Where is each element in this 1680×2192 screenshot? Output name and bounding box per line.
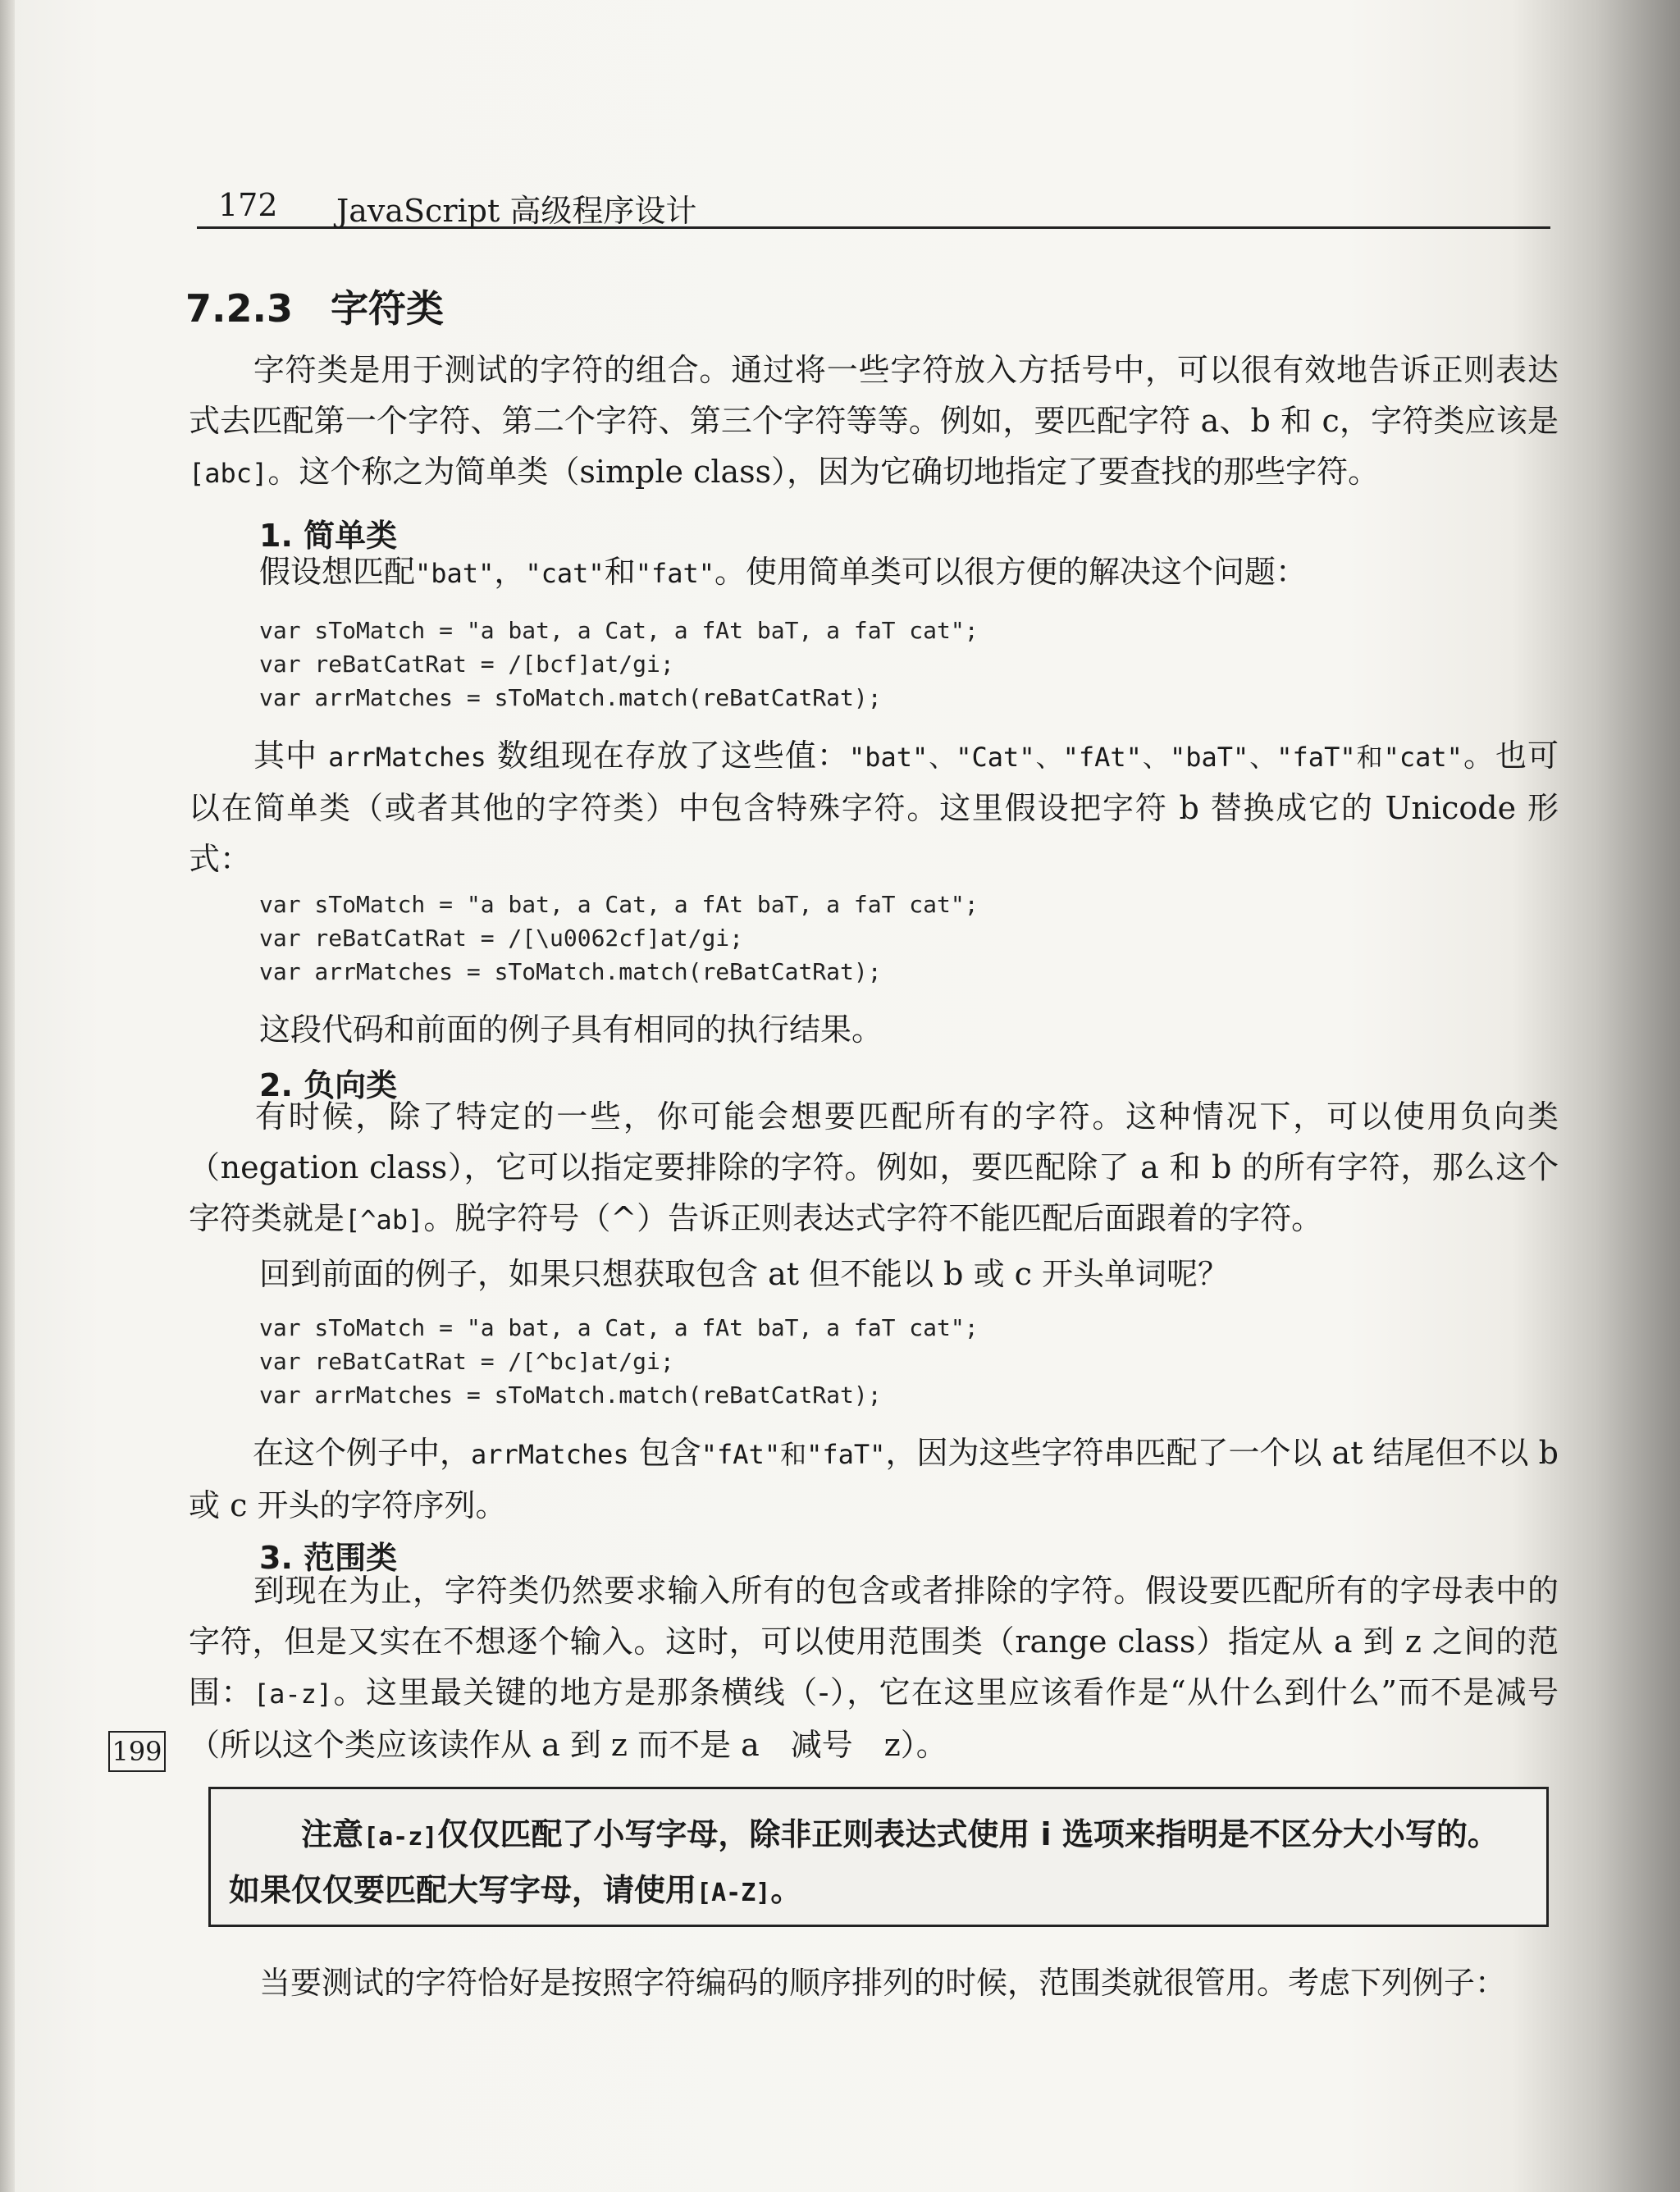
intro-text-2: 。这个称之为简单类（simple class），因为它确切地指定了要查找的那些字符。: [267, 454, 1380, 490]
neg-result-text-1: 在这个例子中，: [253, 1435, 472, 1471]
neg-result-text-2: 包含: [628, 1435, 701, 1471]
simple-text-2: 。使用简单类可以很方便的解决这个问题：: [714, 554, 1308, 590]
result-values: "bat"、"Cat"、"fAt"、"baT"、"faT"和"cat": [848, 742, 1463, 773]
book-title: JavaScript 高级程序设计: [336, 193, 697, 229]
simple-text-1: 假设想匹配: [259, 554, 416, 590]
simple-sep: ，: [494, 554, 526, 590]
subheading-range-class: 3. 范围类: [259, 1540, 398, 1576]
page-number: 172: [218, 187, 278, 223]
range-text-1: 到现在为止，字符类仍然要求输入所有的包含或者排除的字符。假设要匹配所有的字母表中的字符，但是又实在不想逐个输入。这时，可以使用范围类（range class）指定从 a 到 z 之间的范围：: [189, 1573, 1559, 1710]
negation-code-ab: [^ab]: [345, 1204, 424, 1235]
margin-page-reference: 199: [108, 1731, 166, 1772]
simple-and: 和: [604, 554, 636, 590]
range-class-paragraph: [189, 1565, 1559, 1770]
note-label: 注意: [301, 1816, 364, 1852]
intro-code-abc: [abc]: [189, 458, 268, 489]
note-text-1: 仅仅匹配了小写字母，除非正则表达式使用 i 选项来指明是不区分大小写的。: [437, 1816, 1499, 1852]
note-text-3: 。: [770, 1872, 802, 1908]
book-spine-shadow: [0, 0, 15, 2192]
subheading-simple-class: 1. 简单类: [259, 518, 398, 554]
negation-text-1: 有时候，除了特定的一些，你可能会想要匹配所有的字符。这种情况下，可以使用负向类（negation class），它可以指定要排除的字符。例如，要匹配除了 a 和 b 的所有字符，那么这个字符类就是: [189, 1098, 1559, 1236]
range-text-2: 。这里最关键的地方是那条横线（-），它在这里应该看作是“从什么到什么”而不是减号（所以这个类应该读作从 a 到 z 而不是 a 减号 z）。: [189, 1674, 1559, 1763]
note-text-2: 如果仅仅要匹配大写字母，请使用: [229, 1872, 697, 1908]
code-cat: "cat": [525, 558, 605, 589]
code-block-1: var sToMatch = "a bat, a Cat, a fAt baT, a faT cat"; var reBatCatRat = /[bcf]at/gi; var arrMatches = sToMatch.match(reBatCatRat);: [259, 617, 979, 711]
intro-text-1: 字符类是用于测试的字符的组合。通过将一些字符放入方括号中，可以很有效地告诉正则表达式去匹配第一个字符、第二个字符、第三个字符等等。例如，要匹配字符 a、b 和 c，字符类应该是: [189, 352, 1559, 439]
note-box: [208, 1787, 1549, 1927]
running-header: [197, 182, 1550, 229]
intro-paragraph: [189, 345, 1559, 499]
neg-result-text-3: ，因为这些字符串匹配了一个以 at 结尾但不以 b 或 c 开头的字符序列。: [189, 1435, 1559, 1523]
simple-class-intro: [259, 546, 1559, 599]
code-block-2: var sToMatch = "a bat, a Cat, a fAt baT, a faT cat"; var reBatCatRat = /[\u0062cf]at/gi; var arrMatches = sToMatch.match(reBatCatRat);: [259, 891, 979, 985]
section-title: 7.2.3 字符类: [185, 286, 444, 331]
closing-text: 当要测试的字符恰好是按照字符编码的顺序排列的时候，范围类就很管用。考虑下列例子：: [259, 1965, 1507, 2001]
note-code-lower: [a-z]: [363, 1823, 438, 1852]
note-line-2: [229, 1865, 801, 1910]
code-bat: "bat": [415, 558, 495, 589]
result-text-1: 其中: [253, 738, 329, 774]
note-line-1: [301, 1809, 1499, 1854]
range-code-az: [a-z]: [253, 1678, 333, 1710]
note-code-upper: [A-Z]: [696, 1879, 771, 1907]
result-code-arrmatches: arrMatches: [328, 742, 486, 773]
negation-result: [189, 1427, 1559, 1531]
simple-class-result: [189, 730, 1559, 884]
negation-class-paragraph: [189, 1091, 1559, 1245]
code-fat: "fat": [635, 558, 715, 589]
code-block-3: var sToMatch = "a bat, a Cat, a fAt baT, a faT cat"; var reBatCatRat = /[^bc]at/gi; var arrMatches = sToMatch.match(reBatCatRat);: [259, 1314, 979, 1409]
subheading-negation-class: 2. 负向类: [259, 1067, 398, 1103]
result-text-2: 数组现在存放了这些值：: [486, 738, 849, 774]
result-text-3: 。也可以在简单类（或者其他的字符类）中包含特殊字符。这里假设把字符 b 替换成它的 Unicode 形式：: [189, 738, 1559, 877]
same-result-text: 这段代码和前面的例子具有相同的执行结果。: [259, 1012, 883, 1048]
neg-result-values: "fAt"和"faT": [701, 1439, 886, 1470]
negation-text-2: 。脱字符号（^）告诉正则表达式字符不能匹配后面跟着的字符。: [423, 1200, 1323, 1236]
negation-question: 回到前面的例子，如果只想获取包含 at 但不能以 b 或 c 开头单词呢？: [259, 1256, 1230, 1292]
neg-result-code: arrMatches: [471, 1439, 629, 1470]
